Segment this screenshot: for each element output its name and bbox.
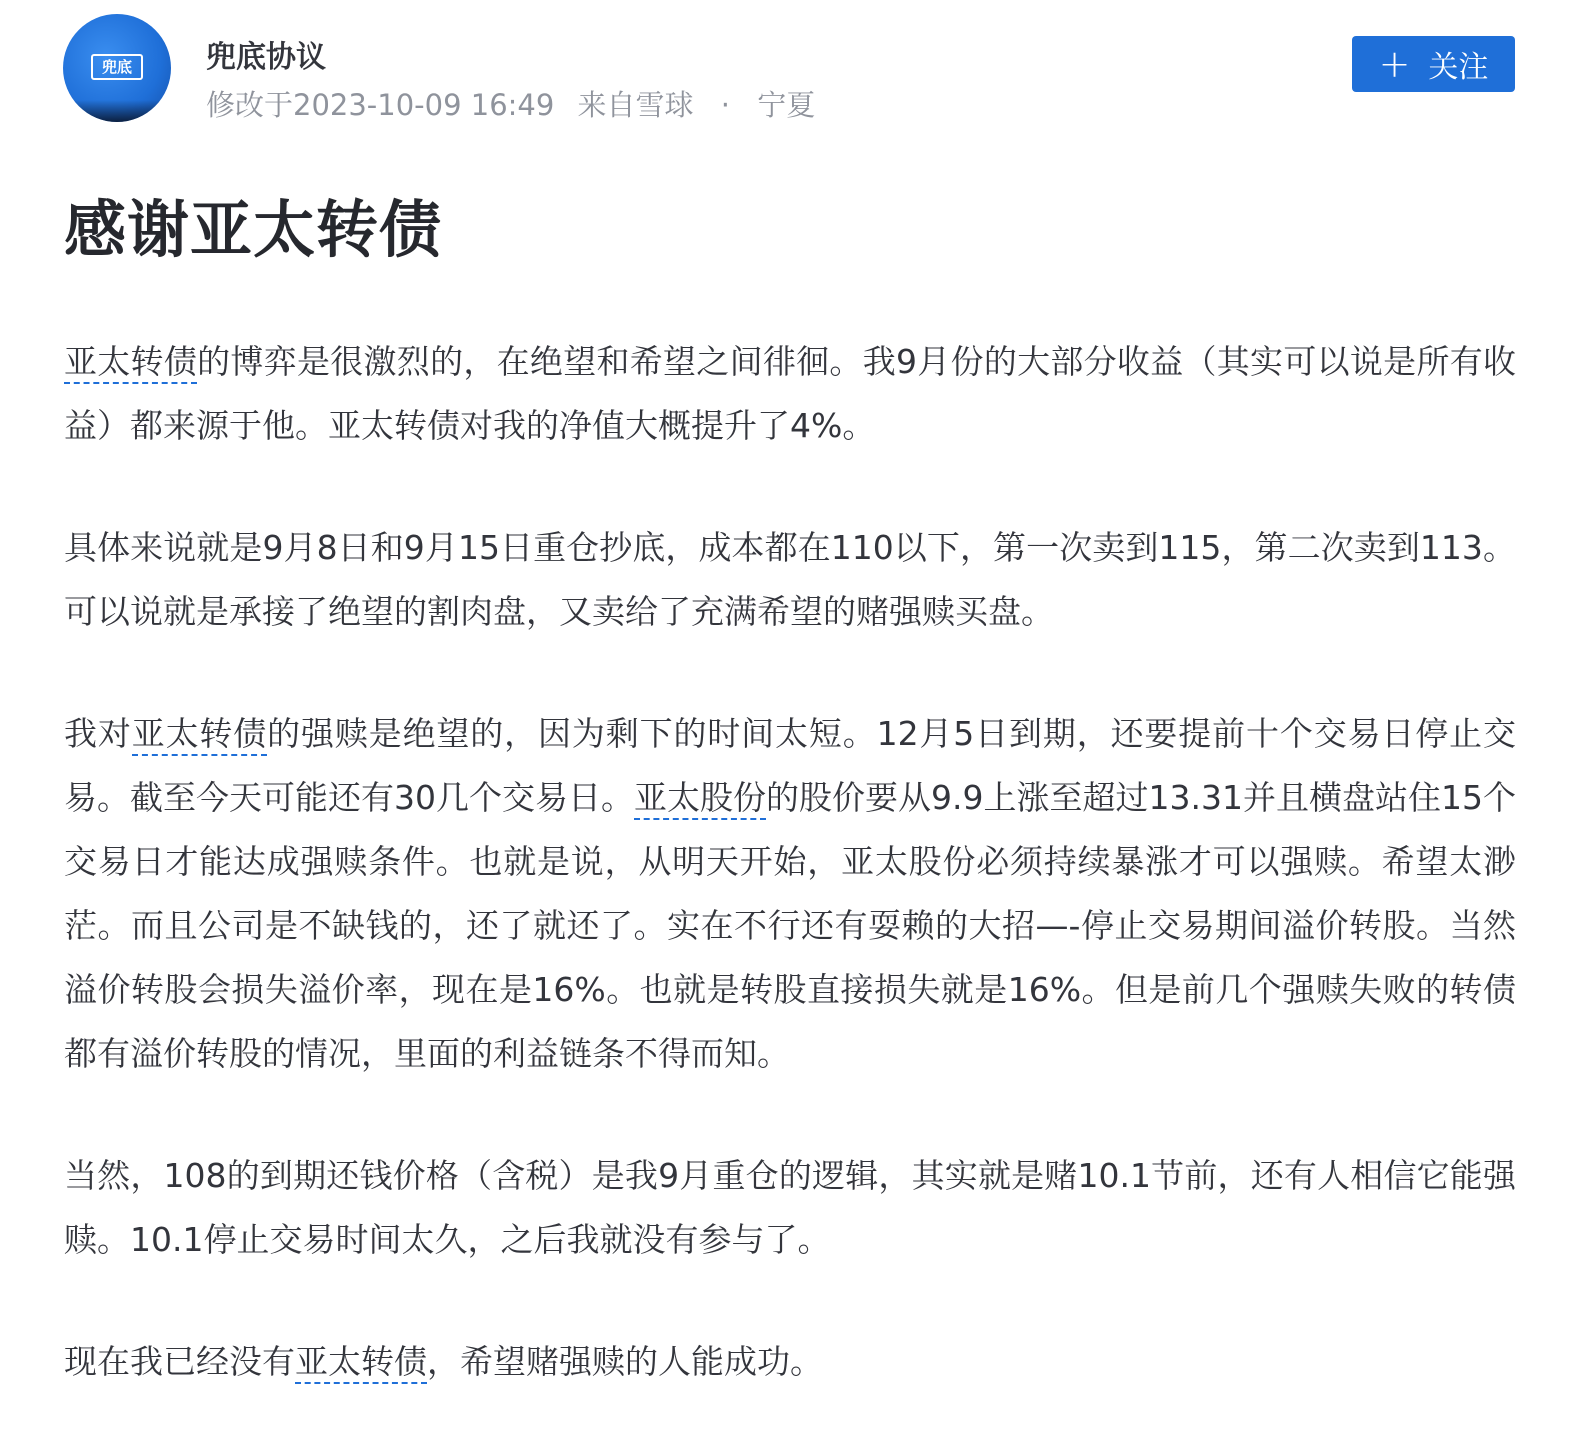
stock-link-yatai-cb[interactable]: 亚太转债 [132,714,267,756]
post-meta [206,83,815,124]
paragraph: 具体来说就是9月8日和9月15日重仓抄底，成本都在110以下，第一次卖到115，第二次卖到113。可以说就是承接了绝望的割肉盘，又卖给了充满希望的赌强赎买盘。 [64,528,1516,631]
post-source: 来自雪球 [577,88,694,122]
stock-link-yatai-cb[interactable]: 亚太转债 [64,342,197,384]
paragraph: 当然，108的到期还钱价格（含税）是我9月重仓的逻辑，其实就是赌10.1节前，还有人相信它能强赎。10.1停止交易时间太久，之后我就没有参与了。 [64,1156,1516,1259]
paragraph [64,330,1516,458]
paragraph-text: 现在我已经没有 [64,1342,295,1381]
paragraph-text: 的强赎是绝望的，因为剩下的时间太短。12月5日到期，还要提前十个交易日停止交易。截至今天可能还有30几个交易日。 [64,714,1517,817]
follow-button[interactable] [1352,36,1515,92]
post-header [0,0,1590,140]
avatar[interactable] [63,14,171,122]
paragraph [64,1330,1516,1394]
meta-separator: · [720,88,730,122]
avatar-shade [63,100,171,122]
post-location: 宁夏 [757,88,816,122]
paragraph-text: 我对 [64,714,132,753]
avatar-logo-text: 兜底 [91,54,143,80]
paragraph-text: ，希望赌强赎的人能成功。 [427,1342,823,1381]
modified-time: 修改于2023-10-09 16:49 [206,88,555,122]
stock-link-yatai-cb[interactable]: 亚太转债 [295,1342,427,1384]
post-body [64,330,1516,1452]
follow-button-label: 关注 [1428,50,1489,85]
post-title: 感谢亚太转债 [64,193,443,266]
author-name[interactable]: 兜底协议 [206,40,326,75]
paragraph [64,702,1516,1086]
plus-icon: + [1378,42,1411,86]
paragraph-text: 的股价要从9.9上涨至超过13.31并且横盘站住15个交易日才能达成强赎条件。也就是说，从明天开始，亚太股份必须持续暴涨才可以强赎。希望太渺茫。而且公司是不缺钱的，还了就还了。实在不行还有耍赖的大招—-停止交易期间溢价转股。当然溢价转股会损失溢价率，现在是16%。也就是转股直接损失就是16%。但是前几个强赎失败的转债都有溢价转股的情况，里面的利益链条不得而知。 [64,778,1516,1073]
paragraph-text: 的博弈是很激烈的，在绝望和希望之间徘徊。我9月份的大部分收益（其实可以说是所有收益）都来源于他。亚太转债对我的净值大概提升了4%。 [64,342,1517,445]
stock-link-yatai-shares[interactable]: 亚太股份 [634,778,766,820]
